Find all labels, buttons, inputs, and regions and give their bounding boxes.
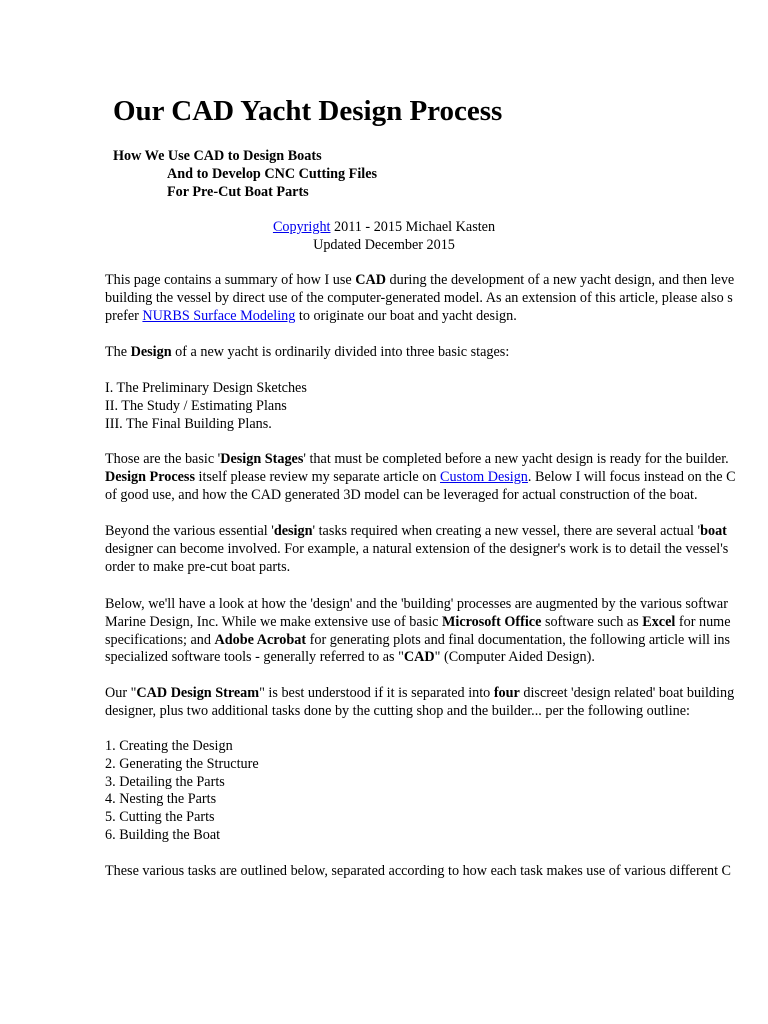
tasks-outline-paragraph xyxy=(105,863,731,881)
building-tasks-line-3: order to make pre-cut boat parts. xyxy=(105,558,291,575)
text-run: . Below I will focus instead on the C xyxy=(527,468,736,485)
intro-line-2: building the vessel by direct use of the computer-generated model. As an extension of this article, please also s xyxy=(105,289,733,306)
text-run: specifications; and xyxy=(105,631,215,648)
software-line-4 xyxy=(105,649,731,667)
design-stages-line-3: of good use, and how the CAD generated 3D model can be leveraged for actual construction of the boat. xyxy=(105,486,698,503)
bold-text: Design Stages xyxy=(220,451,304,467)
list-item: 6. Building the Boat xyxy=(105,826,221,843)
subheading-line-1: How We Use CAD to Design Boats xyxy=(113,148,322,164)
intro-line-1 xyxy=(105,272,734,290)
text-run: Beyond the various essential ' xyxy=(105,523,274,539)
text-run: for generating plots and final documentation, the following article will ins xyxy=(306,631,731,648)
bold-text: CAD Design Stream xyxy=(136,685,260,701)
bold-text: Design Process xyxy=(105,468,195,485)
stages-intro-line xyxy=(105,344,509,362)
intro-paragraph xyxy=(105,272,734,325)
text-run: " (Computer Aided Design). xyxy=(434,649,595,666)
building-tasks-line-1 xyxy=(105,523,728,541)
text-run: of a new yacht is ordinarily divided into three basic stages: xyxy=(171,344,510,360)
text-run: during the development of a new yacht design, and then leve xyxy=(385,272,735,288)
page-title: Our CAD Yacht Design Process xyxy=(113,95,503,127)
text-run: ' that must be completed before a new yacht design is ready for the builder. xyxy=(303,451,729,467)
text-run: Those are the basic ' xyxy=(105,451,221,467)
list-item: 3. Detailing the Parts xyxy=(105,773,225,790)
text-run: ' tasks required when creating a new vessel, there are several actual ' xyxy=(312,523,701,539)
stages-list xyxy=(105,380,307,433)
text-run: software such as xyxy=(541,613,643,630)
list-item: II. The Study / Estimating Plans xyxy=(105,397,287,414)
list-item: 5. Cutting the Parts xyxy=(105,809,215,826)
intro-line-3 xyxy=(105,308,734,326)
text-run: Marine Design, Inc. While we make extensive use of basic xyxy=(105,613,442,630)
text-run: This page contains a summary of how I use xyxy=(105,272,356,288)
subheading-line-3: For Pre-Cut Boat Parts xyxy=(167,183,309,200)
design-stream-line-1 xyxy=(105,685,734,703)
text-run: " is best understood if it is separated into xyxy=(259,685,494,701)
text-run: prefer xyxy=(105,307,143,324)
design-stream-line-2: designer, plus two additional tasks done by the cutting shop and the builder... per the following outline: xyxy=(105,702,690,719)
text-run: discreet 'design related' boat building xyxy=(519,685,735,701)
building-tasks-line-2: designer can become involved. For example, a natural extension of the designer's work is to detail the vessel's xyxy=(105,540,729,557)
list-item: I. The Preliminary Design Sketches xyxy=(105,380,307,396)
bold-text: Design xyxy=(130,344,172,360)
bold-text: design xyxy=(273,523,313,539)
bold-text: Microsoft Office xyxy=(441,613,542,630)
list-item: 1. Creating the Design xyxy=(105,738,233,754)
design-stages-line-2 xyxy=(105,469,736,487)
software-paragraph xyxy=(105,596,731,667)
software-line-1: Below, we'll have a look at how the 'design' and the 'building' processes are augmented by the various softwar xyxy=(105,596,728,612)
design-stream-paragraph xyxy=(105,685,734,721)
copyright-years-author: 2011 - 2015 Michael Kasten xyxy=(330,219,496,235)
nurbs-link[interactable]: NURBS Surface Modeling xyxy=(142,307,296,324)
list-item: 4. Nesting the Parts xyxy=(105,791,217,808)
copyright-link[interactable]: Copyright xyxy=(272,219,331,235)
tasks-list xyxy=(105,738,259,845)
subheading xyxy=(113,148,377,201)
building-tasks-paragraph xyxy=(105,523,728,576)
bold-text: boat xyxy=(700,523,727,539)
text-run: to originate our boat and yacht design. xyxy=(295,307,517,324)
updated-date: Updated December 2015 xyxy=(313,236,455,253)
custom-design-link[interactable]: Custom Design xyxy=(440,468,528,485)
copyright-block xyxy=(0,219,768,255)
bold-text: Excel xyxy=(642,613,676,630)
bold-text: CAD xyxy=(355,272,386,288)
design-stages-paragraph xyxy=(105,451,736,504)
list-item: 2. Generating the Structure xyxy=(105,755,259,772)
design-stages-line-1 xyxy=(105,451,736,469)
text-run: itself please review my separate article on xyxy=(194,468,441,485)
text-run: The xyxy=(105,344,131,360)
list-item: III. The Final Building Plans. xyxy=(105,415,272,432)
software-line-2 xyxy=(105,614,731,632)
stages-intro-paragraph xyxy=(105,344,509,362)
tasks-outline-line: These various tasks are outlined below, separated according to how each task makes use of various different C xyxy=(105,863,732,879)
bold-text: four xyxy=(493,685,520,701)
bold-text: Adobe Acrobat xyxy=(214,631,307,648)
bold-text: CAD xyxy=(403,649,435,666)
text-run: specialized software tools - generally referred to as " xyxy=(105,649,404,666)
subheading-line-2: And to Develop CNC Cutting Files xyxy=(167,165,378,182)
text-run: Our " xyxy=(105,685,137,701)
software-line-3 xyxy=(105,632,731,650)
text-run: for nume xyxy=(675,613,731,630)
copyright-line xyxy=(0,219,768,237)
